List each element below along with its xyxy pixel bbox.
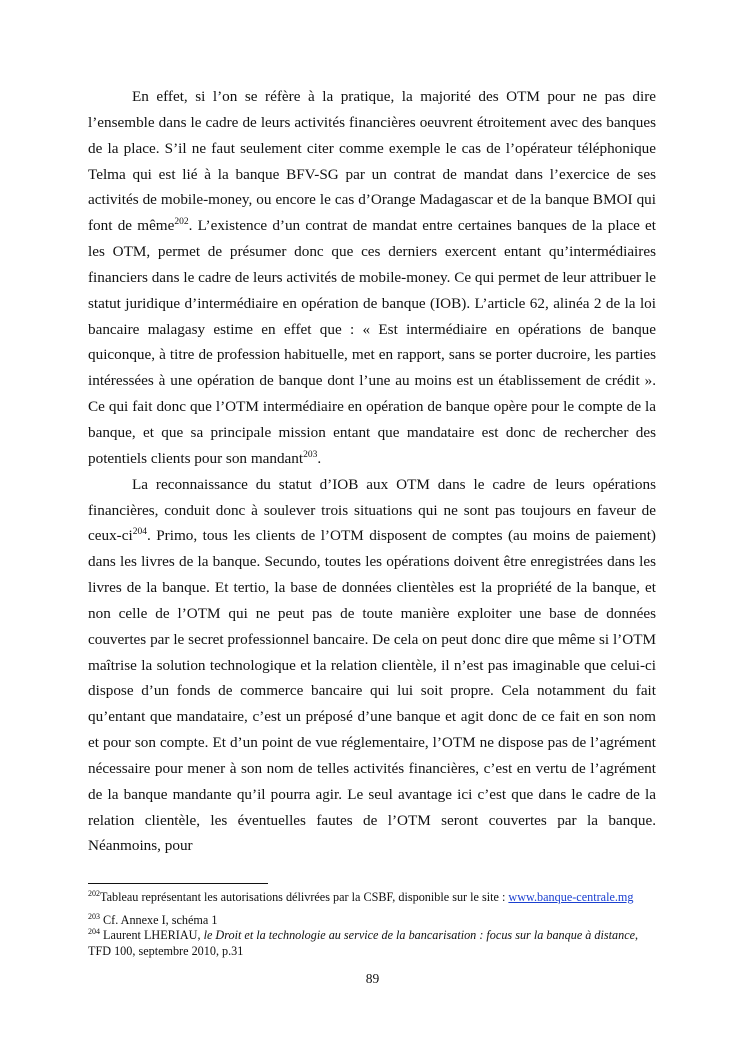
- footnote-ref: 204: [132, 527, 147, 538]
- footnote-203: [88, 913, 656, 929]
- body-text: [88, 84, 656, 859]
- footnote-ref: 202: [174, 217, 189, 228]
- italic-title: le Droit et la technologie au service de la bancarisation : focus sur la banque à distance: [203, 928, 636, 942]
- footnote-ref: 202: [88, 889, 100, 898]
- footnote-separator: [88, 883, 268, 884]
- footnote-ref: 203: [88, 911, 100, 921]
- footnotes: [88, 890, 656, 959]
- text-run: Laurent LHERIAU,: [100, 928, 204, 942]
- text-run: . Primo, tous les clients de l’OTM disposent de comptes (au moins de paiement) dans les livres de la banque. Secundo, toutes les opérations doivent être enregistrées dans les livres de la banque. Et tertio, la base de données clientèles est la propriété de la banque, et non celle de l’OTM qui ne peut pas de toute manière exploiter une base de données couvertes par le secret professionnel bancaire. De cela on peut donc dire que même si l’OTM maîtrise la solution technologique et la relation clientèle, il n’est pas imaginable que celui-ci dispose d’un fonds de commerce bancaire qui lui soit propre. Cela notamment du fait qu’entant que mandataire, c’est un préposé d’une banque et agit donc de ce fait en son nom et pour son compte. Et d’un point de vue réglementaire, l’OTM ne dispose pas de l’agrément nécessaire pour mener à son nom de telles activités financières, c’est en vertu de l’agrément de la banque mandante qu’il pourra agir. Le seul avantage ici c’est que dans le cadre de la relation clientèle, les éventuelles fautes de l’OTM seront couvertes par la banque. Néanmoins, pour: [88, 527, 656, 855]
- text-run: Cf. Annexe I, schéma 1: [100, 912, 218, 927]
- text-run: La reconnaissance du statut d’IOB aux OTM dans le cadre de leurs opérations financières, conduit donc à soulever trois situations qui ne sont pas toujours en faveur de ceux-ci: [88, 475, 656, 545]
- text-run: . L’existence d’un contrat de mandat entre certaines banques de la place et les OTM, permet de présumer donc que ces derniers exercent entant qu’intermédiaires financiers dans le cadre de leurs activités de mobile-money. Ce qui permet de leur attribuer le statut juridique d’intermédiaire en opération de banque (IOB). L’article 62, alinéa 2 de la loi bancaire malagasy estime en effet que : « Est intermédiaire en opérations de banque quiconque, à titre de profession habituelle, met en rapport, sans se porter ducroire, les parties intéressées à une opération de banque dont l’une au moins est un établissement de crédit ». Ce qui fait donc que l’OTM intermédiaire en opération de banque opère pour le compte de la banque, et que sa principale mission entant que mandataire est donc de rechercher des potentiels clients pour son mandant: [88, 217, 656, 467]
- text-run: , TFD 100, septembre 2010, p.31: [88, 928, 639, 958]
- paragraph: [88, 472, 656, 860]
- website-link[interactable]: www.banque-centrale.mg: [508, 890, 634, 904]
- footnote-ref: 204: [88, 927, 100, 936]
- text-run: .: [317, 449, 322, 467]
- paragraph: [88, 84, 656, 472]
- page-number: 89: [365, 971, 380, 986]
- footnote-204: [88, 928, 656, 959]
- text-run: Tableau représentant les autorisations délivrées par la CSBF, disponible sur le site :: [100, 890, 509, 904]
- text-run: En effet, si l’on se réfère à la pratique, la majorité des OTM pour ne pas dire l’ensemble dans le cadre de leurs activités financières oeuvrent étroitement avec des banques de la place. S’il ne faut seulement citer comme exemple le cas de l’opérateur téléphonique Telma qui est lié à la banque BFV-SG par un contrat de mandat dans l’exercice de ses activités de mobile-money, ou encore le cas d’Orange Madagascar et de la banque BMOI qui font de même: [88, 88, 656, 235]
- footnote-ref: 203: [303, 449, 318, 460]
- footnote-202: [88, 890, 656, 906]
